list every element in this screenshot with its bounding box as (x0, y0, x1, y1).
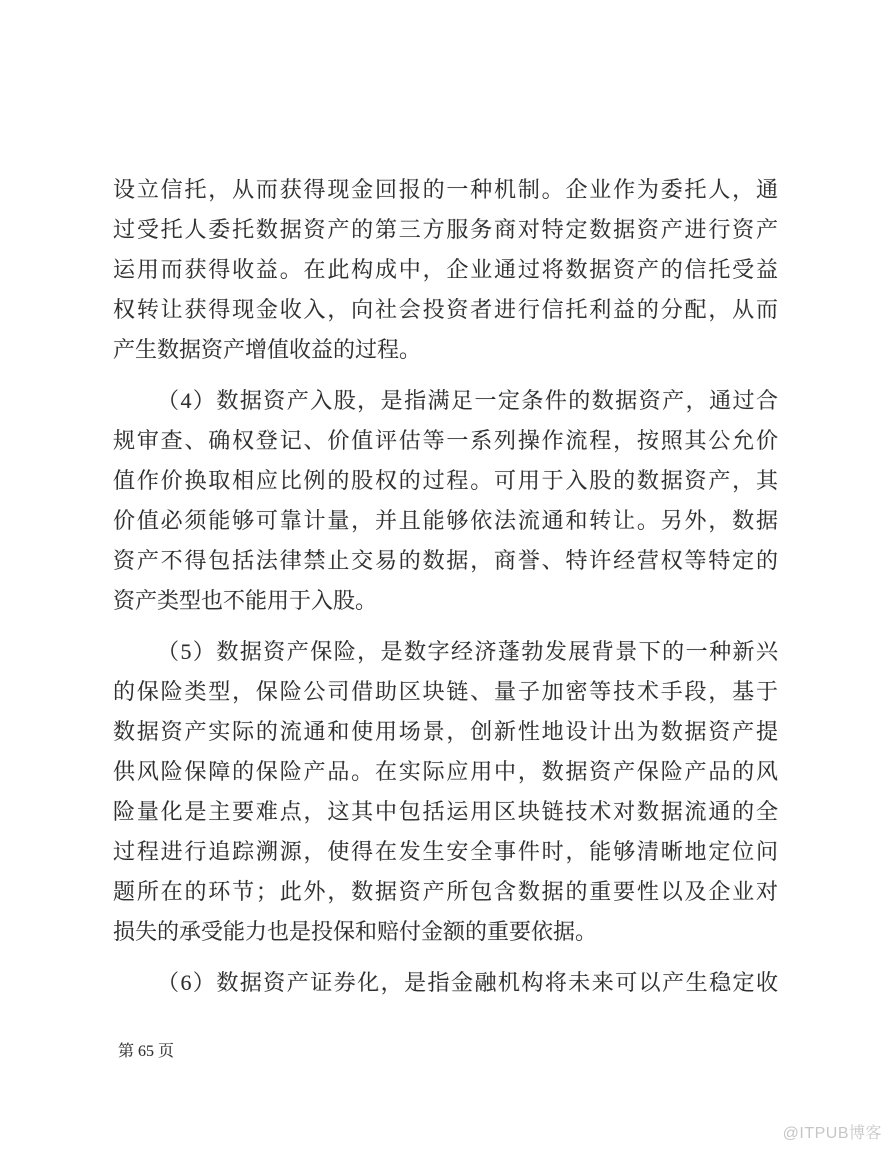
text-line: 资产类型也不能用于入股。 (113, 588, 378, 613)
text-line: （5）数据资产保险，是数字经济蓬勃发展背景下的一种新兴 (157, 639, 778, 664)
paragraph (113, 632, 778, 952)
text-line: 的保险类型，保险公司借助区块链、量子加密等技术手段，基于 (113, 679, 778, 704)
text-line: 过受托人委托数据资产的第三方服务商对特定数据资产进行资产 (113, 217, 778, 242)
text-line: 过程进行追踪溯源，使得在发生安全事件时，能够清晰地定位问 (113, 839, 778, 864)
paragraph (113, 963, 778, 1003)
text-line: 险量化是主要难点，这其中包括运用区块链技术对数据流通的全 (113, 799, 778, 824)
text-line: （6）数据资产证券化，是指金融机构将未来可以产生稳定收 (157, 970, 778, 995)
paragraph (113, 170, 778, 370)
text-line: （4）数据资产入股，是指满足一定条件的数据资产，通过合 (157, 388, 778, 413)
text-line: 损失的承受能力也是投保和赔付金额的重要依据。 (113, 919, 598, 944)
text-line: 运用而获得收益。在此构成中，企业通过将数据资产的信托受益 (113, 257, 778, 282)
text-line: 产生数据资产增值收益的过程。 (113, 337, 422, 362)
text-line: 价值必须能够可靠计量，并且能够依法流通和转让。另外，数据 (113, 508, 778, 533)
text-line: 资产不得包括法律禁止交易的数据，商誉、特许经营权等特定的 (113, 548, 778, 573)
text-line: 权转让获得现金收入，向社会投资者进行信托利益的分配，从而 (113, 297, 778, 322)
text-line: 供风险保障的保险产品。在实际应用中，数据资产保险产品的风 (113, 759, 778, 784)
text-line: 数据资产实际的流通和使用场景，创新性地设计出为数据资产提 (113, 719, 778, 744)
watermark: @ITPUB博客 (782, 1125, 882, 1142)
text-line: 设立信托，从而获得现金回报的一种机制。企业作为委托人，通 (113, 177, 778, 202)
page-number: 第 65 页 (118, 1043, 175, 1060)
text-line: 值作价换取相应比例的股权的过程。可用于入股的数据资产，其 (113, 468, 778, 493)
document-text (113, 170, 778, 1003)
text-line: 题所在的环节；此外，数据资产所包含数据的重要性以及企业对 (113, 879, 778, 904)
paragraph (113, 381, 778, 621)
text-line: 规审查、确权登记、价值评估等一系列操作流程，按照其公允价 (113, 428, 778, 453)
